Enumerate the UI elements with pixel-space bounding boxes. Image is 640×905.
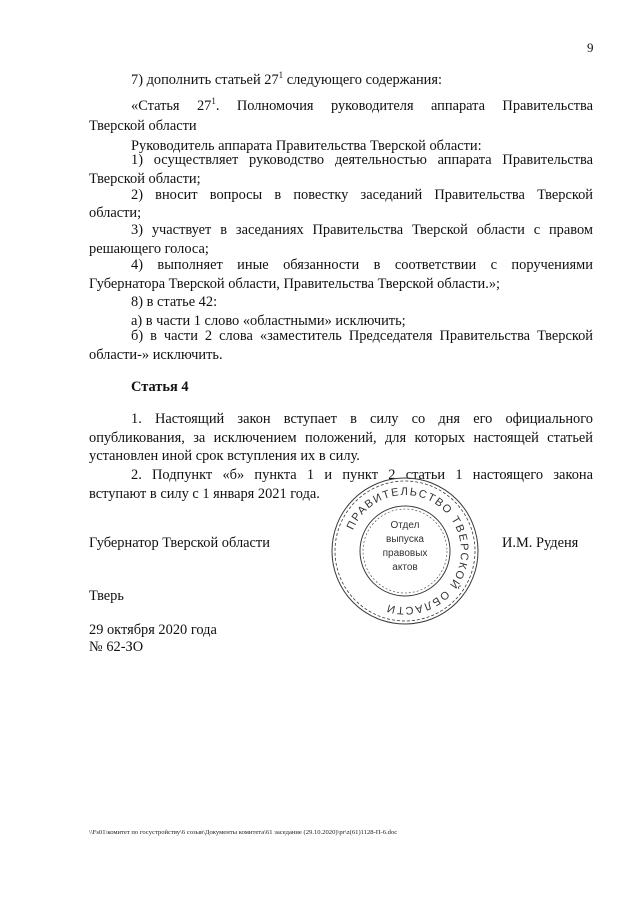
paragraph: Руководитель аппарата Правительства Тверской области:	[131, 138, 482, 154]
amendment-7-intro	[131, 71, 442, 89]
paragraph: области-» исключить.	[89, 347, 223, 363]
article-4-item-1: установлен иной срок вступления их в силу.	[89, 448, 360, 464]
file-path-footer: \\Fs01\комитет по госустройству\6 созыв\Документы комитета\61 заседание (29.10.2020)\pr\z(61)1128-П-6.doc	[89, 829, 398, 836]
stamp-text: актов	[392, 562, 418, 573]
title-word: аппарата	[430, 98, 486, 114]
amendment-7-tail: следующего содержания:	[283, 72, 442, 88]
article-4-item-1: опубликования, за исключением положений, для которых настоящей статьей	[89, 430, 593, 446]
article-27-1-title	[131, 97, 593, 115]
paragraph: 1) осуществляет руководство деятельностью аппарата Правительства	[131, 152, 593, 168]
superscript: 1	[278, 70, 284, 80]
paragraph: Тверской области;	[89, 171, 201, 187]
place: Тверь	[89, 588, 124, 604]
title-word: $27^1$.	[196, 96, 220, 114]
article-4-item-2: 2. Подпункт «б» пункта 1 и пункт 2 статьи 1 настоящего закона	[131, 467, 593, 483]
title-word: Полномочия	[236, 98, 314, 114]
stamp-text: выпуска	[386, 534, 424, 545]
paragraph: 4) выполняет иные обязанности в соответствии с поручениями	[131, 257, 593, 273]
paragraph: 2) вносит вопросы в повестку заседаний Правительства Тверской	[131, 187, 593, 203]
article-27-1-title-cont: Тверской области	[89, 118, 197, 134]
official-seal	[330, 476, 480, 626]
paragraph: б) в части 2 слова «заместитель Председателя Правительства Тверской	[131, 328, 593, 344]
signatory-name: И.М. Руденя	[502, 535, 579, 551]
title-word: руководителя	[330, 98, 414, 114]
paragraph: области;	[89, 205, 142, 221]
signatory-position: Губернатор Тверской области	[89, 535, 270, 551]
title-word: «Статья	[131, 98, 180, 114]
paragraph: 8) в статье 42:	[131, 294, 218, 310]
paragraph: а) в части 1 слово «областными» исключить;	[131, 313, 406, 329]
svg-text:ПРАВИТЕЛЬСТВО ТВЕРСКОЙ ОБЛАСТИ: ПРАВИТЕЛЬСТВО ТВЕРСКОЙ ОБЛАСТИ	[344, 485, 471, 617]
paragraph: 3) участвует в заседаниях Правительства Тверской области с правом	[131, 222, 593, 238]
article-4-item-1: 1. Настоящий закон вступает в силу со дня его официального	[131, 411, 593, 427]
date: 29 октября 2020 года	[89, 622, 217, 638]
stamp-text: правовых	[382, 548, 428, 559]
stamp-text: Отдел	[390, 520, 420, 531]
amendment-7-text: 7) дополнить статьей 27	[131, 72, 279, 88]
law-number: № 62-ЗО	[89, 639, 144, 655]
paragraph: Губернатора Тверской области, Правительства Тверской области.»;	[89, 276, 501, 292]
paragraph: решающего голоса;	[89, 241, 209, 257]
title-word: Правительства	[502, 98, 593, 114]
page-number: 9	[587, 40, 594, 55]
article-4-item-2: вступают в силу с 1 января 2021 года.	[89, 486, 320, 502]
article-4-heading: Статья 4	[131, 379, 189, 395]
